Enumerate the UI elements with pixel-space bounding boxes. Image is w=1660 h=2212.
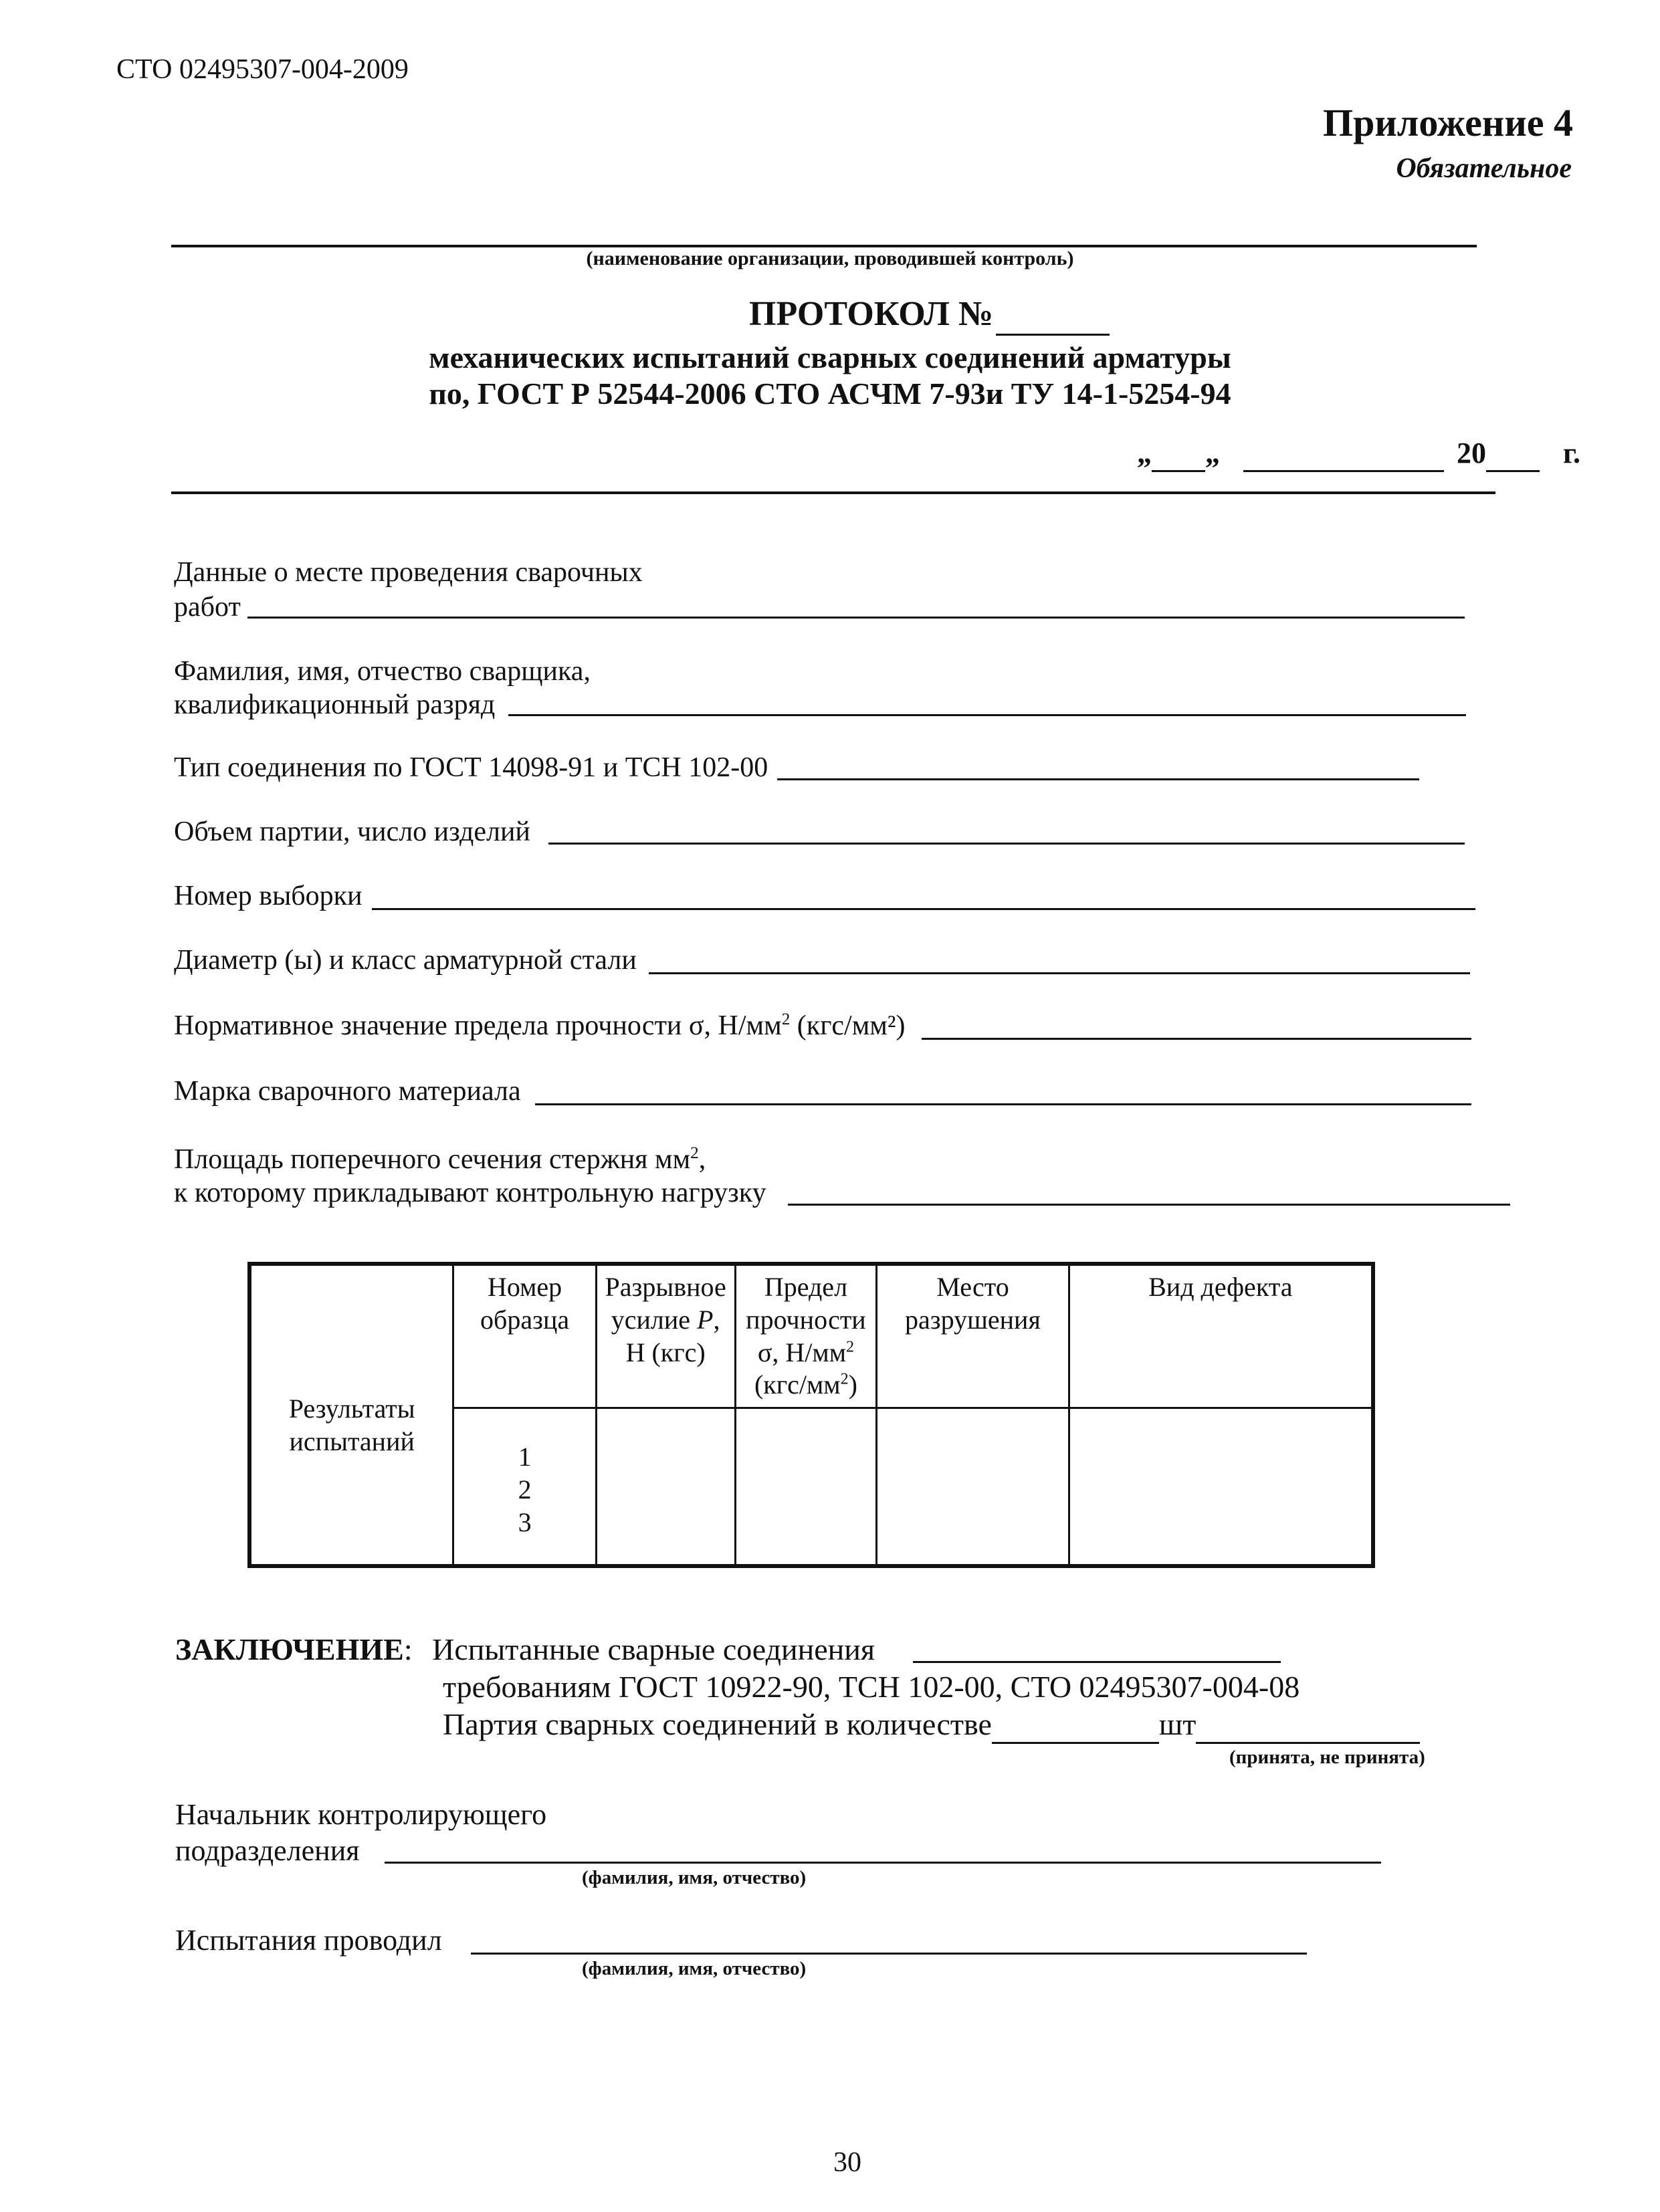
- date-quote-open: „: [1137, 437, 1152, 469]
- page-number: 30: [833, 2147, 861, 2178]
- place-label-1: Данные о месте проведения сварочных: [174, 557, 643, 588]
- accept-status-field[interactable]: [1196, 1706, 1420, 1744]
- area-label-1: [174, 1143, 706, 1176]
- strength-label-unit: (кгс/мм²): [790, 1010, 906, 1041]
- welder-label-2: квалификационный разряд: [174, 689, 496, 720]
- welder-label-1: Фамилия, имя, отчество сварщика,: [174, 656, 591, 687]
- header-strength-line1: Предел: [764, 1272, 848, 1302]
- area-label-2: к которому прикладывают контрольную нагрузку: [174, 1178, 766, 1208]
- defect-type-cell[interactable]: [1069, 1408, 1373, 1566]
- date-year-suffix: г.: [1563, 437, 1581, 469]
- conclusion-text-2: требованиям ГОСТ 10922-90, ТСН 102-00, СТО 02495307-004-08: [443, 1670, 1300, 1704]
- date-year-field[interactable]: [1486, 436, 1540, 472]
- header-defect-text: Вид дефекта: [1148, 1272, 1293, 1302]
- welder-field[interactable]: [508, 714, 1466, 716]
- sample-3: 3: [518, 1507, 532, 1537]
- protocol-title: [749, 294, 1110, 336]
- header-defect-type: [1069, 1264, 1373, 1408]
- header-tensile-strength: [735, 1264, 877, 1408]
- place-field[interactable]: [247, 617, 1465, 619]
- area-field[interactable]: [788, 1204, 1510, 1206]
- results-label-line1: Результаты: [288, 1394, 415, 1424]
- diameter-field[interactable]: [649, 972, 1470, 974]
- unit-label: шт: [1158, 1707, 1197, 1741]
- area-label-text: Площадь поперечного сечения стержня мм: [174, 1144, 691, 1175]
- joint-type-label: Тип соединения по ГОСТ 14098-91 и ТСН 102-00: [174, 752, 768, 783]
- protocol-subtitle: механических испытаний сварных соединений арматуры: [429, 340, 1231, 374]
- document-code: СТО 02495307-004-2009: [116, 54, 409, 85]
- header-force-line2: усилие P,: [611, 1304, 720, 1335]
- area-label-sup: 2: [690, 1144, 699, 1162]
- organization-caption: (наименование организации, проводившей контроль): [586, 247, 1074, 269]
- strength-label: [174, 1010, 905, 1042]
- tester-signature-field[interactable]: [471, 1953, 1307, 1955]
- header-place-line1: Место: [936, 1272, 1009, 1302]
- protocol-number-field[interactable]: [996, 294, 1110, 336]
- header-sample-line2: образца: [480, 1304, 570, 1335]
- diameter-label: Диаметр (ы) и класс арматурной стали: [174, 945, 637, 976]
- header-sample-number: [453, 1264, 596, 1408]
- batch-quantity-field[interactable]: [992, 1706, 1159, 1744]
- area-label-comma: ,: [698, 1144, 706, 1175]
- conclusion-line1: [175, 1632, 875, 1667]
- sample-number-label: Номер выборки: [174, 881, 362, 911]
- header-strength-line4: $(кгс/мм^2)$: [754, 1369, 857, 1400]
- header-strength-line2: прочности: [746, 1304, 866, 1335]
- header-fracture-place: [877, 1264, 1069, 1408]
- conclusion-text-1: Испытанные сварные соединения: [432, 1632, 875, 1666]
- weld-material-label: Марка сварочного материала: [174, 1076, 521, 1107]
- head-label-2: подразделения: [175, 1834, 360, 1867]
- sample-numbers-cell: [453, 1408, 596, 1566]
- strength-label-text: Нормативное значение предела прочности σ, Н/мм: [174, 1010, 782, 1041]
- date-quote-close: „: [1205, 437, 1220, 469]
- conclusion-colon: :: [403, 1632, 413, 1666]
- strength-field[interactable]: [922, 1038, 1471, 1040]
- header-strength-line3: σ, $Н/мм^2$: [757, 1337, 855, 1367]
- appendix-type: Обязательное: [1396, 153, 1572, 184]
- results-table: [247, 1262, 1375, 1568]
- fracture-place-cell[interactable]: [877, 1408, 1069, 1566]
- header-force-line3: Н (кгс): [625, 1337, 706, 1367]
- header-breaking-force: [596, 1264, 735, 1408]
- appendix-title: Приложение 4: [1323, 101, 1573, 144]
- accept-caption: (принята, не принята): [1229, 1747, 1425, 1768]
- header-place-line2: разрушения: [905, 1304, 1041, 1335]
- protocol-title-text: ПРОТОКОЛ №: [749, 295, 994, 333]
- conclusion-label: ЗАКЛЮЧЕНИЕ: [175, 1632, 404, 1666]
- place-label-2: работ: [174, 592, 241, 623]
- sample-1: 1: [518, 1442, 532, 1472]
- conclusion-text-3: Партия сварных соединений в количестве: [443, 1707, 992, 1741]
- head-fio-caption: (фамилия, имя, отчество): [582, 1867, 807, 1888]
- sample-2: 2: [518, 1474, 532, 1505]
- header-force-line1: Разрывное: [605, 1272, 726, 1302]
- date-month-field[interactable]: [1243, 436, 1444, 472]
- strength-label-sup: 2: [781, 1010, 791, 1028]
- tester-fio-caption: (фамилия, имя, отчество): [582, 1958, 807, 1979]
- weld-material-field[interactable]: [535, 1103, 1471, 1105]
- date-row: [1137, 436, 1580, 472]
- date-day-field[interactable]: [1152, 436, 1205, 472]
- conclusion-result-field[interactable]: [913, 1661, 1281, 1663]
- head-signature-field[interactable]: [385, 1862, 1381, 1864]
- tensile-strength-cell[interactable]: [735, 1408, 877, 1566]
- head-label-1: Начальник контролирующего: [175, 1798, 547, 1831]
- breaking-force-cell[interactable]: [596, 1408, 735, 1566]
- batch-label: Объем партии, число изделий: [174, 816, 530, 847]
- batch-field[interactable]: [548, 843, 1465, 845]
- protocol-standards: по, ГОСТ Р 52544-2006 СТО АСЧМ 7-93и ТУ 14-1-5254-94: [429, 376, 1231, 411]
- joint-type-field[interactable]: [777, 778, 1419, 780]
- results-row-label: [249, 1264, 453, 1566]
- sample-number-field[interactable]: [372, 908, 1475, 910]
- tester-label: Испытания проводил: [175, 1924, 442, 1957]
- header-sample-line1: Номер: [487, 1272, 562, 1302]
- conclusion-line3: [443, 1706, 1420, 1744]
- results-label-line2: испытаний: [289, 1426, 415, 1456]
- date-year-prefix: 20: [1457, 437, 1486, 469]
- separator-line: [171, 491, 1495, 494]
